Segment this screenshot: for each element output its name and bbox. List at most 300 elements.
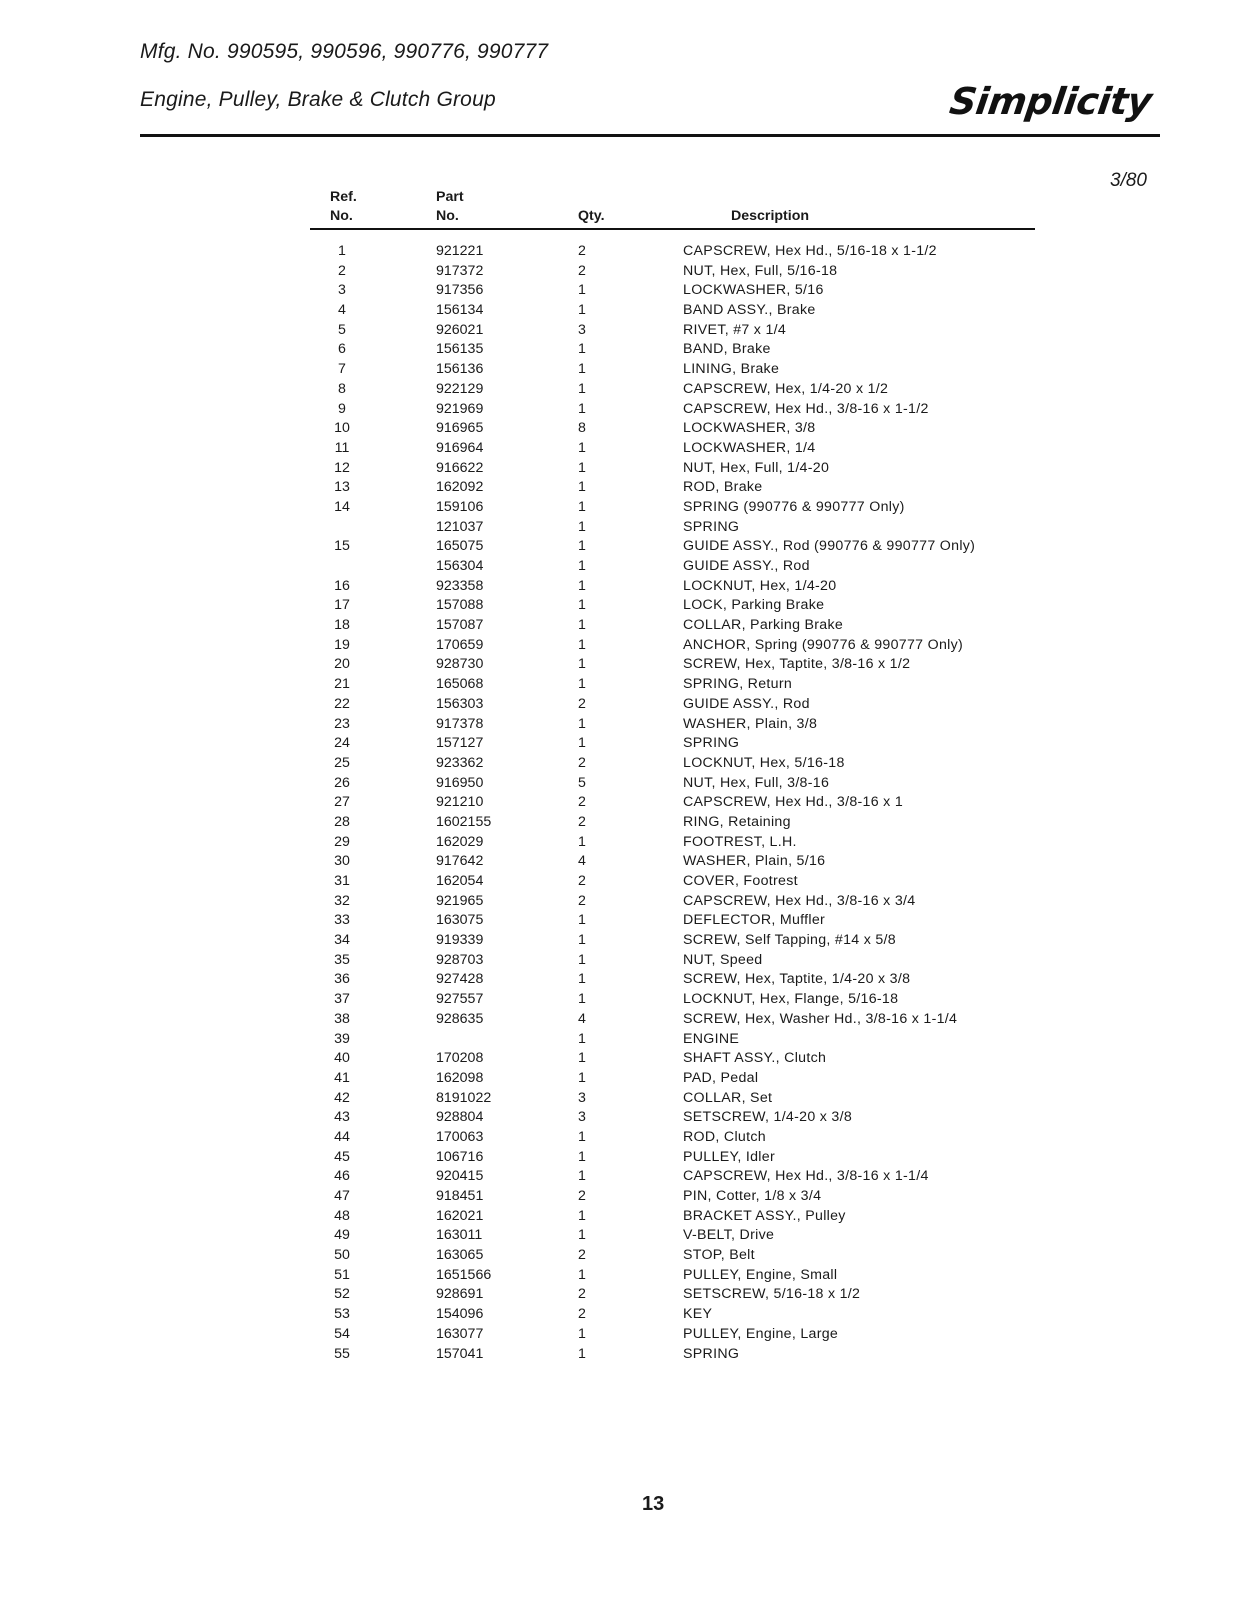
part-no-cell: 921969 bbox=[436, 400, 484, 417]
part-no-cell: 920415 bbox=[436, 1168, 484, 1185]
description-cell: LINING, Brake bbox=[683, 361, 780, 378]
part-no-cell: 928635 bbox=[436, 1010, 484, 1027]
ref-no-cell: 35 bbox=[334, 951, 350, 968]
header-part-no bbox=[436, 188, 464, 226]
table-body bbox=[310, 242, 1035, 1364]
qty-cell: 2 bbox=[578, 813, 586, 830]
description-cell: SCREW, Self Tapping, #14 x 5/8 bbox=[683, 932, 896, 949]
table-row bbox=[310, 1207, 1035, 1227]
table-header bbox=[310, 188, 1035, 228]
description-cell: SETSCREW, 1/4-20 x 3/8 bbox=[683, 1109, 853, 1126]
header-ref-line1: Ref. bbox=[330, 189, 357, 205]
part-no-cell: 8191022 bbox=[436, 1089, 492, 1106]
description-cell: LOCK, Parking Brake bbox=[683, 597, 825, 614]
ref-no-cell: 37 bbox=[334, 991, 350, 1008]
table-row bbox=[310, 1187, 1035, 1207]
header-description: Description bbox=[731, 208, 810, 224]
qty-cell: 2 bbox=[578, 754, 586, 771]
description-cell: WASHER, Plain, 5/16 bbox=[683, 853, 826, 870]
description-cell: COLLAR, Parking Brake bbox=[683, 617, 844, 634]
table-row bbox=[310, 498, 1035, 518]
ref-no-cell: 12 bbox=[334, 459, 350, 476]
qty-cell: 3 bbox=[578, 1109, 586, 1126]
qty-cell: 1 bbox=[578, 833, 586, 850]
qty-cell: 1 bbox=[578, 912, 586, 929]
table-row bbox=[310, 518, 1035, 538]
table-row bbox=[310, 262, 1035, 282]
description-cell: GUIDE ASSY., Rod bbox=[683, 558, 810, 574]
qty-cell: 2 bbox=[578, 695, 586, 712]
description-cell: WASHER, Plain, 3/8 bbox=[683, 715, 818, 732]
part-no-cell: 926021 bbox=[436, 321, 484, 338]
table-header-rule bbox=[310, 228, 1035, 230]
table-row bbox=[310, 1128, 1035, 1148]
description-cell: RIVET, #7 x 1/4 bbox=[683, 321, 787, 338]
ref-no-cell: 46 bbox=[334, 1168, 350, 1185]
qty-cell: 1 bbox=[578, 459, 586, 476]
part-no-cell: 165075 bbox=[436, 538, 484, 555]
table-row bbox=[310, 242, 1035, 262]
description-cell: LOCKWASHER, 3/8 bbox=[683, 420, 816, 437]
description-cell: BAND, Brake bbox=[683, 341, 771, 358]
description-cell: SPRING bbox=[683, 1345, 740, 1362]
part-no-cell: 921210 bbox=[436, 794, 484, 811]
qty-cell: 1 bbox=[578, 1345, 586, 1362]
qty-cell: 1 bbox=[578, 951, 586, 968]
description-cell: CAPSCREW, Hex Hd., 5/16-18 x 1-1/2 bbox=[683, 243, 937, 259]
table-row bbox=[310, 1345, 1035, 1365]
qty-cell: 1 bbox=[578, 1168, 586, 1185]
description-cell: GUIDE ASSY., Rod (990776 & 990777 Only) bbox=[683, 538, 976, 555]
part-no-cell: 916622 bbox=[436, 459, 484, 476]
description-cell: COLLAR, Set bbox=[683, 1089, 773, 1106]
qty-cell: 1 bbox=[578, 1227, 586, 1244]
description-cell: CAPSCREW, Hex Hd., 3/8-16 x 1-1/2 bbox=[683, 400, 929, 417]
part-no-cell: 162092 bbox=[436, 479, 484, 496]
part-no-cell: 163065 bbox=[436, 1247, 484, 1264]
table-row bbox=[310, 715, 1035, 735]
part-no-cell: 917372 bbox=[436, 262, 484, 279]
ref-no-cell: 33 bbox=[334, 912, 350, 929]
part-no-cell: 121037 bbox=[436, 518, 484, 535]
ref-no-cell: 50 bbox=[334, 1247, 350, 1264]
table-row bbox=[310, 537, 1035, 557]
ref-no-cell: 30 bbox=[334, 853, 350, 870]
table-row bbox=[310, 301, 1035, 321]
part-no-cell: 156134 bbox=[436, 302, 484, 319]
qty-cell: 3 bbox=[578, 321, 586, 338]
table-row bbox=[310, 675, 1035, 695]
ref-no-cell: 10 bbox=[334, 420, 350, 437]
description-cell: V-BELT, Drive bbox=[683, 1227, 775, 1244]
ref-no-cell: 53 bbox=[334, 1306, 350, 1323]
table-row bbox=[310, 380, 1035, 400]
table-row bbox=[310, 655, 1035, 675]
table-row bbox=[310, 478, 1035, 498]
table-row bbox=[310, 340, 1035, 360]
ref-no-cell: 39 bbox=[334, 1030, 350, 1047]
part-no-cell: 922129 bbox=[436, 380, 484, 397]
part-no-cell: 928691 bbox=[436, 1286, 484, 1303]
table-row bbox=[310, 911, 1035, 931]
part-no-cell: 1651566 bbox=[436, 1266, 492, 1283]
ref-no-cell: 4 bbox=[338, 302, 346, 319]
qty-cell: 4 bbox=[578, 853, 586, 870]
qty-cell: 1 bbox=[578, 558, 586, 574]
description-cell: SPRING bbox=[683, 735, 740, 752]
table-row bbox=[310, 970, 1035, 990]
ref-no-cell: 25 bbox=[334, 754, 350, 771]
description-cell: PAD, Pedal bbox=[683, 1069, 759, 1086]
qty-cell: 1 bbox=[578, 991, 586, 1008]
qty-cell: 1 bbox=[578, 636, 586, 653]
description-cell: SHAFT ASSY., Clutch bbox=[683, 1050, 827, 1067]
ref-no-cell: 5 bbox=[338, 321, 346, 338]
table-row bbox=[310, 1108, 1035, 1128]
revision-date: 3/80 bbox=[1110, 170, 1147, 191]
description-cell: ROD, Brake bbox=[683, 479, 763, 496]
qty-cell: 1 bbox=[578, 735, 586, 752]
part-no-cell: 917356 bbox=[436, 282, 484, 299]
description-cell: NUT, Hex, Full, 5/16-18 bbox=[683, 262, 838, 279]
table-row bbox=[310, 892, 1035, 912]
ref-no-cell: 54 bbox=[334, 1325, 350, 1342]
part-no-cell: 157041 bbox=[436, 1345, 484, 1362]
brand-logo: Simplicity bbox=[946, 80, 1155, 123]
description-cell: LOCKNUT, Hex, 5/16-18 bbox=[683, 754, 845, 771]
part-no-cell: 919339 bbox=[436, 932, 484, 949]
ref-no-cell: 51 bbox=[334, 1266, 350, 1283]
part-no-cell: 162021 bbox=[436, 1207, 484, 1224]
description-cell: ROD, Clutch bbox=[683, 1128, 766, 1145]
ref-no-cell: 28 bbox=[334, 813, 350, 830]
table-row bbox=[310, 1305, 1035, 1325]
ref-no-cell: 44 bbox=[334, 1128, 350, 1145]
ref-no-cell: 49 bbox=[334, 1227, 350, 1244]
table-row bbox=[310, 1010, 1035, 1030]
qty-cell: 2 bbox=[578, 243, 586, 259]
part-no-cell: 165068 bbox=[436, 676, 484, 693]
group-title: Engine, Pulley, Brake & Clutch Group bbox=[140, 88, 496, 111]
qty-cell: 1 bbox=[578, 1128, 586, 1145]
ref-no-cell: 11 bbox=[334, 439, 350, 456]
table-row bbox=[310, 616, 1035, 636]
ref-no-cell: 15 bbox=[334, 538, 350, 555]
description-cell: SCREW, Hex, Taptite, 1/4-20 x 3/8 bbox=[683, 971, 911, 988]
table-row bbox=[310, 557, 1035, 577]
qty-cell: 1 bbox=[578, 676, 586, 693]
part-no-cell: 159106 bbox=[436, 498, 484, 515]
qty-cell: 1 bbox=[578, 538, 586, 555]
ref-no-cell: 34 bbox=[334, 932, 350, 949]
ref-no-cell: 55 bbox=[334, 1345, 350, 1362]
table-row bbox=[310, 774, 1035, 794]
qty-cell: 1 bbox=[578, 1030, 586, 1047]
table-row bbox=[310, 281, 1035, 301]
description-cell: CAPSCREW, Hex Hd., 3/8-16 x 1 bbox=[683, 794, 904, 811]
table-row bbox=[310, 1148, 1035, 1168]
table-row bbox=[310, 360, 1035, 380]
part-no-cell: 157088 bbox=[436, 597, 484, 614]
qty-cell: 1 bbox=[578, 1266, 586, 1283]
description-cell: BRACKET ASSY., Pulley bbox=[683, 1207, 846, 1224]
table-row bbox=[310, 813, 1035, 833]
description-cell: CAPSCREW, Hex Hd., 3/8-16 x 3/4 bbox=[683, 892, 916, 909]
ref-no-cell: 7 bbox=[338, 361, 346, 378]
ref-no-cell: 24 bbox=[334, 735, 350, 752]
ref-no-cell: 8 bbox=[338, 380, 346, 397]
table-row bbox=[310, 1325, 1035, 1345]
table-row bbox=[310, 419, 1035, 439]
table-row bbox=[310, 439, 1035, 459]
description-cell: SPRING, Return bbox=[683, 676, 793, 693]
header-ref-line2: No. bbox=[330, 208, 353, 224]
header-qty: Qty. bbox=[578, 208, 605, 224]
description-cell: CAPSCREW, Hex, 1/4-20 x 1/2 bbox=[683, 380, 889, 397]
description-cell: LOCKWASHER, 1/4 bbox=[683, 439, 816, 456]
qty-cell: 1 bbox=[578, 577, 586, 594]
qty-cell: 1 bbox=[578, 1148, 586, 1165]
description-cell: NUT, Hex, Full, 3/8-16 bbox=[683, 774, 830, 791]
ref-no-cell: 3 bbox=[338, 282, 346, 299]
part-no-cell: 923358 bbox=[436, 577, 484, 594]
part-no-cell: 170208 bbox=[436, 1050, 484, 1067]
ref-no-cell: 16 bbox=[334, 577, 350, 594]
description-cell: NUT, Speed bbox=[683, 951, 763, 968]
ref-no-cell: 20 bbox=[334, 656, 350, 673]
table-row bbox=[310, 793, 1035, 813]
table-row bbox=[310, 931, 1035, 951]
qty-cell: 1 bbox=[578, 932, 586, 949]
qty-cell: 1 bbox=[578, 400, 586, 417]
header-part-line1: Part bbox=[436, 189, 464, 205]
description-cell: DEFLECTOR, Muffler bbox=[683, 912, 826, 929]
qty-cell: 2 bbox=[578, 262, 586, 279]
table-row bbox=[310, 596, 1035, 616]
table-row bbox=[310, 1285, 1035, 1305]
part-no-cell: 156304 bbox=[436, 558, 484, 574]
ref-no-cell: 38 bbox=[334, 1010, 350, 1027]
qty-cell: 1 bbox=[578, 302, 586, 319]
description-cell: GUIDE ASSY., Rod bbox=[683, 695, 810, 712]
qty-cell: 1 bbox=[578, 1069, 586, 1086]
ref-no-cell: 52 bbox=[334, 1286, 350, 1303]
part-no-cell: 163011 bbox=[436, 1227, 483, 1244]
description-cell: SCREW, Hex, Washer Hd., 3/8-16 x 1-1/4 bbox=[683, 1010, 958, 1027]
header-part-line2: No. bbox=[436, 208, 459, 224]
description-cell: NUT, Hex, Full, 1/4-20 bbox=[683, 459, 830, 476]
qty-cell: 8 bbox=[578, 420, 586, 437]
part-no-cell: 916964 bbox=[436, 439, 484, 456]
description-cell: SCREW, Hex, Taptite, 3/8-16 x 1/2 bbox=[683, 656, 911, 673]
qty-cell: 1 bbox=[578, 971, 586, 988]
table-row bbox=[310, 1030, 1035, 1050]
description-cell: LOCKNUT, Hex, Flange, 5/16-18 bbox=[683, 991, 899, 1008]
part-no-cell: 156136 bbox=[436, 361, 484, 378]
part-no-cell: 156303 bbox=[436, 695, 484, 712]
part-no-cell: 928703 bbox=[436, 951, 484, 968]
qty-cell: 2 bbox=[578, 1286, 586, 1303]
table-row bbox=[310, 636, 1035, 656]
part-no-cell: 917642 bbox=[436, 853, 484, 870]
ref-no-cell: 22 bbox=[334, 695, 350, 712]
table-row bbox=[310, 1167, 1035, 1187]
qty-cell: 1 bbox=[578, 439, 586, 456]
ref-no-cell: 9 bbox=[338, 400, 346, 417]
table-row bbox=[310, 459, 1035, 479]
ref-no-cell: 32 bbox=[334, 892, 350, 909]
qty-cell: 1 bbox=[578, 1050, 586, 1067]
description-cell: KEY bbox=[683, 1306, 713, 1323]
qty-cell: 1 bbox=[578, 282, 586, 299]
table-row bbox=[310, 321, 1035, 341]
parts-table bbox=[310, 188, 1035, 1364]
part-no-cell: 927557 bbox=[436, 991, 484, 1008]
ref-no-cell: 48 bbox=[334, 1207, 350, 1224]
qty-cell: 1 bbox=[578, 479, 586, 496]
table-row bbox=[310, 852, 1035, 872]
ref-no-cell: 29 bbox=[334, 833, 350, 850]
qty-cell: 1 bbox=[578, 518, 586, 535]
page-number: 13 bbox=[642, 1493, 665, 1515]
table-row bbox=[310, 1226, 1035, 1246]
description-cell: SPRING (990776 & 990777 Only) bbox=[683, 498, 905, 515]
table-row bbox=[310, 695, 1035, 715]
header-ref-no bbox=[330, 188, 357, 226]
part-no-cell: 157127 bbox=[436, 735, 484, 752]
ref-no-cell: 1 bbox=[338, 243, 346, 259]
qty-cell: 2 bbox=[578, 873, 586, 889]
ref-no-cell: 27 bbox=[334, 794, 350, 811]
ref-no-cell: 21 bbox=[334, 676, 350, 693]
description-cell: LOCKWASHER, 5/16 bbox=[683, 282, 824, 299]
table-row bbox=[310, 990, 1035, 1010]
table-row bbox=[310, 1069, 1035, 1089]
header-divider bbox=[140, 134, 1160, 137]
ref-no-cell: 17 bbox=[334, 597, 350, 614]
qty-cell: 1 bbox=[578, 498, 586, 515]
table-row bbox=[310, 734, 1035, 754]
ref-no-cell: 47 bbox=[334, 1188, 350, 1204]
qty-cell: 1 bbox=[578, 380, 586, 397]
description-cell: ENGINE bbox=[683, 1030, 740, 1047]
part-no-cell: 163075 bbox=[436, 912, 484, 929]
table-row bbox=[310, 754, 1035, 774]
part-no-cell: 170659 bbox=[436, 636, 484, 653]
description-cell: LOCKNUT, Hex, 1/4-20 bbox=[683, 577, 837, 594]
table-row bbox=[310, 951, 1035, 971]
description-cell: SETSCREW, 5/16-18 x 1/2 bbox=[683, 1286, 861, 1303]
ref-no-cell: 41 bbox=[334, 1069, 350, 1086]
part-no-cell: 928804 bbox=[436, 1109, 484, 1126]
ref-no-cell: 31 bbox=[334, 873, 350, 889]
table-row bbox=[310, 577, 1035, 597]
qty-cell: 1 bbox=[578, 715, 586, 732]
description-cell: COVER, Footrest bbox=[683, 873, 798, 889]
ref-no-cell: 40 bbox=[334, 1050, 350, 1067]
qty-cell: 4 bbox=[578, 1010, 586, 1027]
qty-cell: 5 bbox=[578, 774, 586, 791]
part-no-cell: 157087 bbox=[436, 617, 484, 634]
qty-cell: 1 bbox=[578, 1207, 586, 1224]
ref-no-cell: 42 bbox=[334, 1089, 350, 1106]
part-no-cell: 918451 bbox=[436, 1188, 484, 1204]
part-no-cell: 921965 bbox=[436, 892, 484, 909]
qty-cell: 3 bbox=[578, 1089, 586, 1106]
qty-cell: 2 bbox=[578, 892, 586, 909]
part-no-cell: 1602155 bbox=[436, 813, 492, 830]
part-no-cell: 163077 bbox=[436, 1325, 484, 1342]
description-cell: PIN, Cotter, 1/8 x 3/4 bbox=[683, 1188, 822, 1204]
description-cell: PULLEY, Engine, Large bbox=[683, 1325, 839, 1342]
table-row bbox=[310, 1266, 1035, 1286]
ref-no-cell: 18 bbox=[334, 617, 350, 634]
part-no-cell: 154096 bbox=[436, 1306, 484, 1323]
description-cell: BAND ASSY., Brake bbox=[683, 302, 816, 319]
ref-no-cell: 45 bbox=[334, 1148, 350, 1165]
part-no-cell: 156135 bbox=[436, 341, 484, 358]
qty-cell: 2 bbox=[578, 794, 586, 811]
ref-no-cell: 2 bbox=[338, 262, 346, 279]
description-cell: SPRING bbox=[683, 518, 740, 535]
qty-cell: 2 bbox=[578, 1188, 586, 1204]
description-cell: CAPSCREW, Hex Hd., 3/8-16 x 1-1/4 bbox=[683, 1168, 929, 1185]
description-cell: PULLEY, Idler bbox=[683, 1148, 775, 1165]
description-cell: STOP, Belt bbox=[683, 1247, 755, 1264]
table-row bbox=[310, 872, 1035, 892]
description-cell: PULLEY, Engine, Small bbox=[683, 1266, 838, 1283]
ref-no-cell: 19 bbox=[334, 636, 350, 653]
qty-cell: 1 bbox=[578, 1325, 586, 1342]
qty-cell: 1 bbox=[578, 597, 586, 614]
description-cell: ANCHOR, Spring (990776 & 990777 Only) bbox=[683, 636, 964, 653]
table-row bbox=[310, 1246, 1035, 1266]
part-no-cell: 162054 bbox=[436, 873, 484, 889]
qty-cell: 2 bbox=[578, 1306, 586, 1323]
ref-no-cell: 36 bbox=[334, 971, 350, 988]
description-cell: RING, Retaining bbox=[683, 813, 791, 830]
part-no-cell: 923362 bbox=[436, 754, 484, 771]
ref-no-cell: 13 bbox=[334, 479, 350, 496]
part-no-cell: 917378 bbox=[436, 715, 484, 732]
qty-cell: 1 bbox=[578, 361, 586, 378]
manufacturer-numbers: Mfg. No. 990595, 990596, 990776, 990777 bbox=[140, 40, 549, 63]
table-row bbox=[310, 1089, 1035, 1109]
part-no-cell: 170063 bbox=[436, 1128, 484, 1145]
qty-cell: 1 bbox=[578, 656, 586, 673]
ref-no-cell: 14 bbox=[334, 498, 350, 515]
qty-cell: 1 bbox=[578, 617, 586, 634]
ref-no-cell: 43 bbox=[334, 1109, 350, 1126]
part-no-cell: 106716 bbox=[436, 1148, 484, 1165]
part-no-cell: 921221 bbox=[436, 243, 484, 259]
part-no-cell: 162029 bbox=[436, 833, 484, 850]
table-row bbox=[310, 1049, 1035, 1069]
part-no-cell: 928730 bbox=[436, 656, 484, 673]
ref-no-cell: 26 bbox=[334, 774, 350, 791]
table-row bbox=[310, 833, 1035, 853]
table-row bbox=[310, 400, 1035, 420]
qty-cell: 2 bbox=[578, 1247, 586, 1264]
ref-no-cell: 23 bbox=[334, 715, 350, 732]
part-no-cell: 916950 bbox=[436, 774, 484, 791]
description-cell: FOOTREST, L.H. bbox=[683, 833, 797, 850]
part-no-cell: 916965 bbox=[436, 420, 484, 437]
ref-no-cell: 6 bbox=[338, 341, 346, 358]
part-no-cell: 927428 bbox=[436, 971, 484, 988]
qty-cell: 1 bbox=[578, 341, 586, 358]
part-no-cell: 162098 bbox=[436, 1069, 484, 1086]
